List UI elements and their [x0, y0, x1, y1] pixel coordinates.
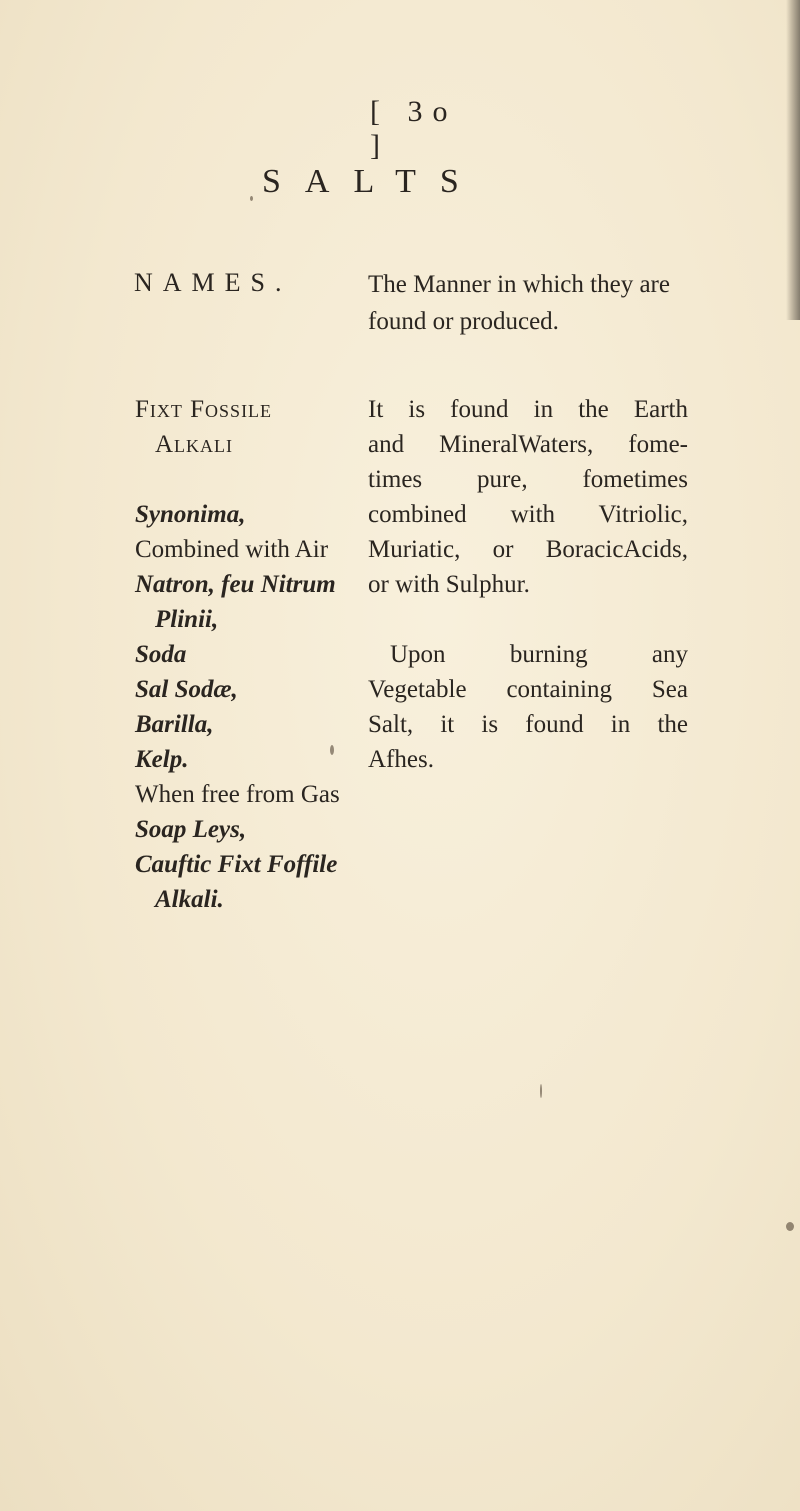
name-line: Plinii,: [155, 606, 219, 633]
name-line: Natron, feu Nitrum: [135, 571, 336, 598]
name-line-blank: [135, 462, 355, 497]
name-line: Cauftic Fixt Foffile: [135, 851, 338, 878]
manner-paragraph: [368, 392, 688, 602]
name-line: Alkali: [155, 431, 234, 458]
name-line: When free from Gas: [135, 781, 340, 808]
paper-speck: [540, 1084, 542, 1098]
manner-column: [368, 392, 688, 777]
manner-line: times pure, fometimes: [368, 466, 688, 493]
page-number: [ 3o ]: [370, 95, 458, 162]
name-line: Alkali.: [155, 886, 224, 913]
manner-line: or with Sulphur.: [368, 571, 530, 598]
paper-speck: [250, 196, 253, 201]
name-line: Fixt Fossile: [135, 396, 273, 423]
manner-paragraph: [368, 637, 688, 777]
name-line: Kelp.: [135, 746, 189, 773]
name-line: Combined with Air: [135, 536, 329, 563]
name-line: Soap Leys,: [135, 816, 247, 843]
manner-line: Muriatic, or BoracicAcids,: [368, 536, 688, 563]
manner-column-header: The Manner in which they are found or produced.: [368, 271, 670, 335]
manner-line: Vegetable containing Sea: [368, 676, 688, 703]
manner-line: combined with Vitriolic,: [368, 501, 688, 528]
name-line: Synonima,: [135, 501, 246, 528]
manner-line: Salt, it is found in the: [368, 711, 688, 738]
names-column-header: NAMES.: [134, 268, 292, 297]
name-line: Barilla,: [135, 711, 214, 738]
page-edge-shadow: [786, 0, 800, 320]
names-column: [135, 392, 355, 917]
manner-line: Upon burning any: [390, 641, 688, 668]
manner-line: Afhes.: [368, 746, 434, 773]
paper-speck: [786, 1222, 794, 1231]
manner-line: It is found in the Earth: [368, 396, 688, 423]
name-line: Soda: [135, 641, 187, 668]
section-title: SALTS: [262, 163, 483, 200]
name-line: Sal Sodæ,: [135, 676, 238, 703]
paper-speck: [330, 745, 334, 755]
manner-line: and MineralWaters, fome-: [368, 431, 688, 458]
